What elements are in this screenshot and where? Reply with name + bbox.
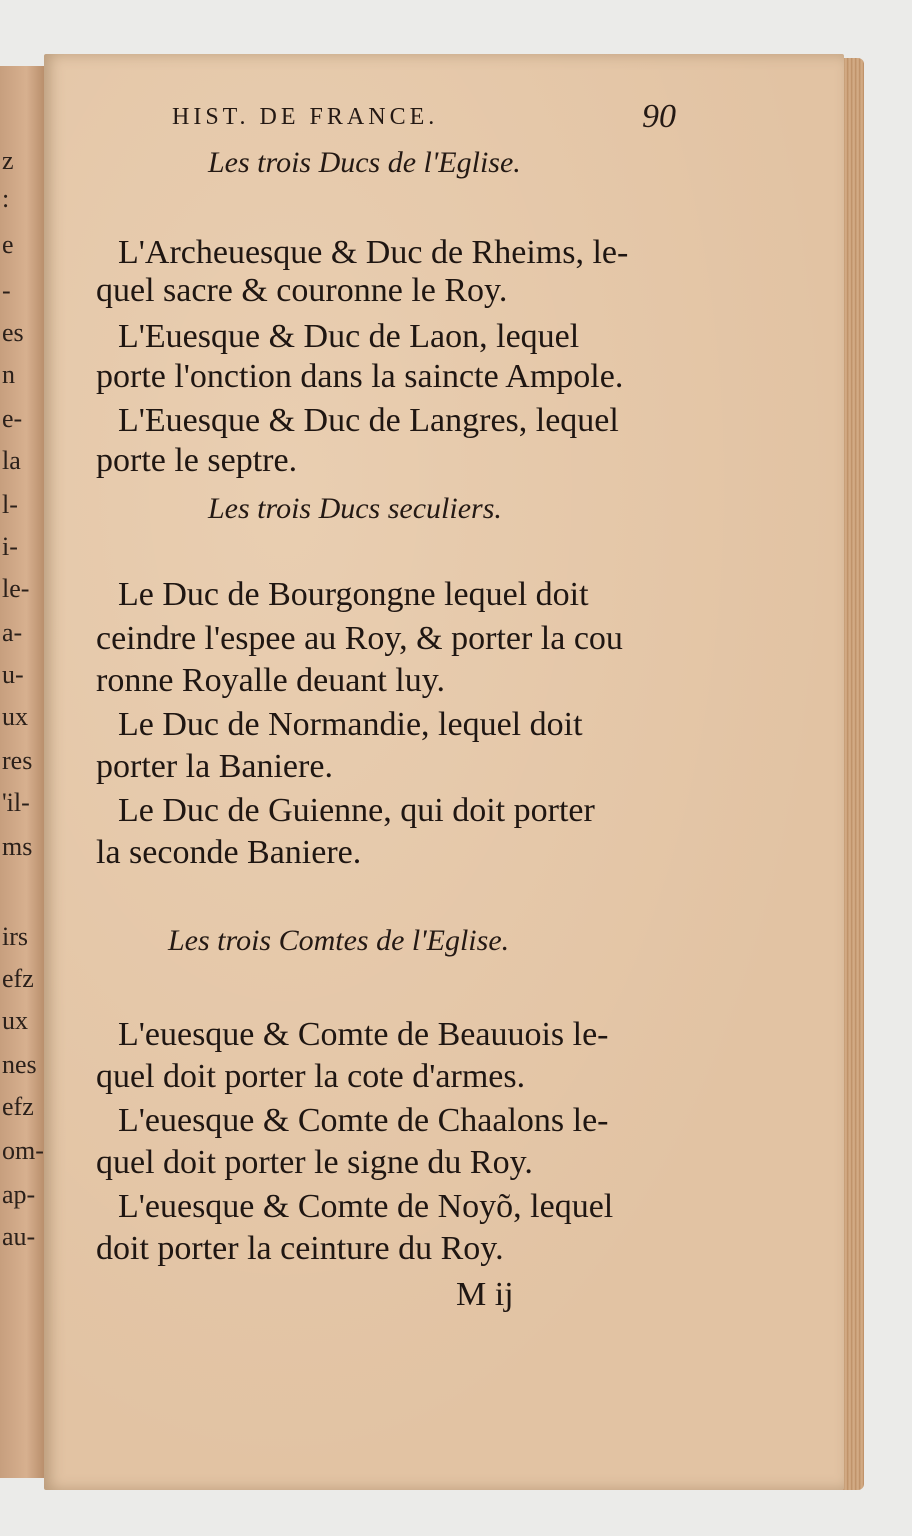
- text-line: ronne Royalle deuant luy.: [96, 662, 446, 699]
- margin-fragment: irs: [2, 922, 28, 951]
- margin-fragment: :: [2, 184, 10, 213]
- text-line: Le Duc de Bourgongne lequel doit: [118, 576, 589, 613]
- text-line: porte le septre.: [96, 442, 298, 479]
- section-heading: Les trois Ducs de l'Eglise.: [208, 146, 521, 179]
- margin-fragment: n: [2, 360, 15, 389]
- text-line: Le Duc de Normandie, lequel doit: [118, 706, 583, 743]
- text-line: Le Duc de Guienne, qui doit porter: [118, 792, 595, 829]
- margin-fragment: e-: [2, 404, 23, 433]
- text-line: L'Euesque & Duc de Laon, lequel: [118, 318, 580, 355]
- signature-mark: M ij: [456, 1276, 514, 1313]
- margin-fragment: nes: [2, 1050, 37, 1079]
- text-line: quel doit porter la cote d'armes.: [96, 1058, 526, 1095]
- margin-fragment: efz: [2, 964, 34, 993]
- margin-fragment: -: [2, 276, 11, 305]
- text-line: L'euesque & Comte de Beauuois le-: [118, 1016, 609, 1053]
- facing-page-left: [0, 66, 44, 1478]
- running-title: HIST. DE FRANCE.: [172, 104, 439, 130]
- text-line: porter la Baniere.: [96, 748, 333, 785]
- text-line: L'Euesque & Duc de Langres, lequel: [118, 402, 619, 439]
- text-line: L'euesque & Comte de Noyõ, lequel: [118, 1188, 614, 1225]
- margin-fragment: au-: [2, 1222, 36, 1251]
- text-line: la seconde Baniere.: [96, 834, 362, 871]
- margin-fragment: z: [2, 146, 14, 175]
- section-heading: Les trois Ducs seculiers.: [208, 492, 502, 525]
- margin-fragment: 'il-: [2, 788, 30, 817]
- margin-fragment: u-: [2, 660, 24, 689]
- section-heading: Les trois Comtes de l'Eglise.: [168, 924, 510, 957]
- margin-fragment: a-: [2, 618, 23, 647]
- margin-fragment: es: [2, 318, 24, 347]
- book-page: [44, 54, 844, 1490]
- text-line: quel sacre & couronne le Roy.: [96, 272, 508, 309]
- margin-fragment: efz: [2, 1092, 34, 1121]
- text-line: L'euesque & Comte de Chaalons le-: [118, 1102, 609, 1139]
- text-line: porte l'onction dans la saincte Ampole.: [96, 358, 624, 395]
- margin-fragment: ms: [2, 832, 33, 861]
- text-line: quel doit porter le signe du Roy.: [96, 1144, 533, 1181]
- page-number: 90: [642, 98, 676, 135]
- margin-fragment: e: [2, 230, 14, 259]
- margin-fragment: ux: [2, 1006, 28, 1035]
- margin-fragment: ux: [2, 702, 28, 731]
- margin-fragment: la: [2, 446, 21, 475]
- margin-fragment: om-: [2, 1136, 44, 1165]
- margin-fragment: ap-: [2, 1180, 36, 1209]
- margin-fragment: le-: [2, 574, 30, 603]
- margin-fragment: l-: [2, 490, 18, 519]
- text-line: ceindre l'espee au Roy, & porter la cou: [96, 620, 623, 657]
- margin-fragment: res: [2, 746, 33, 775]
- text-line: doit porter la ceinture du Roy.: [96, 1230, 504, 1267]
- text-line: L'Archeuesque & Duc de Rheims, le-: [118, 234, 629, 271]
- margin-fragment: i-: [2, 532, 18, 561]
